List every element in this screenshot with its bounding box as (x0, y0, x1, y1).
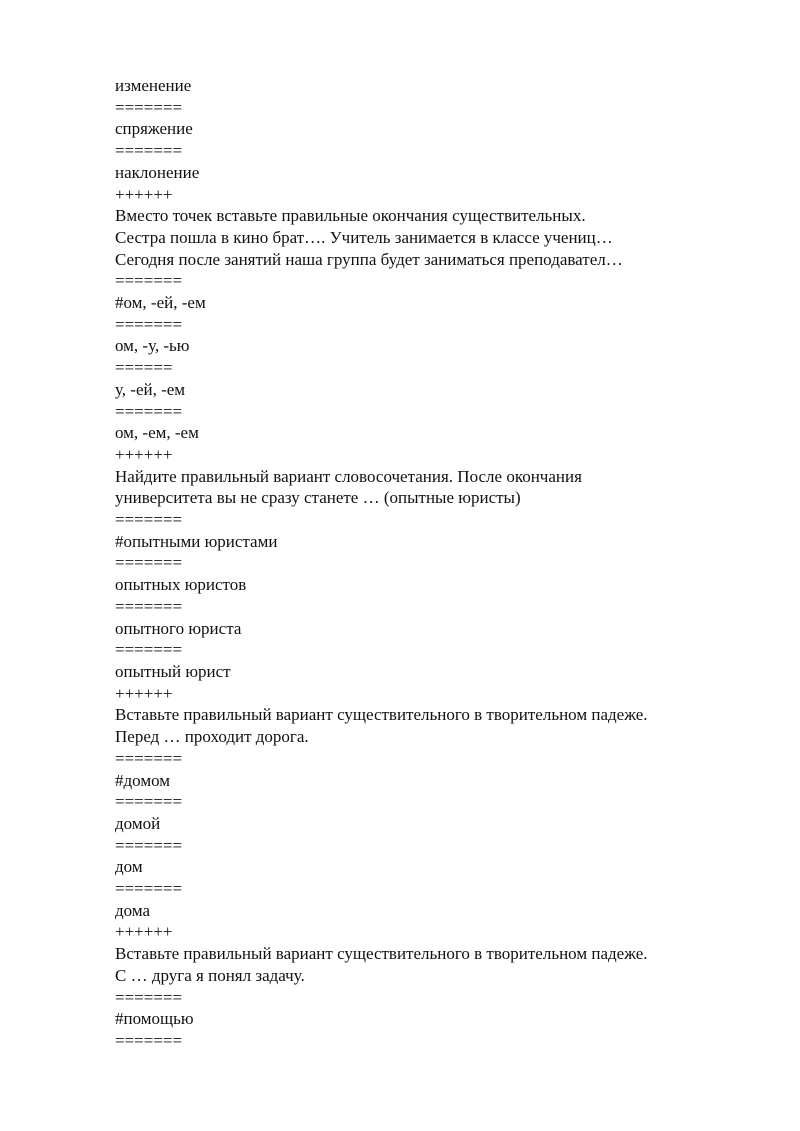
separator-line: ======= (115, 97, 183, 117)
separator-line: ======= (115, 510, 183, 530)
correct-answer: #помощью (115, 1009, 194, 1029)
separator-line: ======= (115, 1030, 183, 1050)
separator-line: ======= (115, 987, 183, 1007)
text-line: наклонение (115, 162, 200, 182)
separator-line: ======= (115, 314, 183, 334)
answer-option: дом (115, 857, 143, 877)
question-text: Вставьте правильный вариант существительного в творительном падеже. (115, 705, 648, 725)
question-text: Вместо точек вставьте правильные окончания существительных. (115, 206, 586, 226)
separator-line: ======= (115, 748, 183, 768)
answer-option: у, -ей, -ем (115, 379, 186, 399)
separator-line: ======= (115, 792, 183, 812)
document-body (115, 75, 755, 1052)
separator-line: ======= (115, 401, 183, 421)
answer-option: ом, -у, -ью (115, 336, 190, 356)
answer-option: ом, -ем, -ем (115, 423, 199, 443)
text-line: спряжение (115, 119, 193, 139)
separator-line: ======= (115, 553, 183, 573)
text-line: изменение (115, 76, 192, 95)
question-text: Найдите правильный вариант словосочетания. После окончания (115, 466, 582, 486)
separator-line: ======= (115, 271, 183, 291)
separator-line: ======= (115, 640, 183, 660)
correct-answer: #опытными юристами (115, 531, 278, 551)
correct-answer: #домом (115, 770, 171, 790)
question-text: Перед … проходит дорога. (115, 727, 309, 747)
correct-answer: #ом, -ей, -ем (115, 293, 206, 313)
question-separator: ++++++ (115, 922, 173, 942)
separator-line: ======= (115, 835, 183, 855)
question-text: С … друга я понял задачу. (115, 965, 305, 985)
separator-line: ======= (115, 141, 183, 161)
question-text: Вставьте правильный вариант существительного в творительном падеже. (115, 944, 648, 964)
separator-line: ======= (115, 596, 183, 616)
question-text: Сестра пошла в кино брат…. Учитель занимается в классе учениц… (115, 227, 613, 247)
answer-option: опытных юристов (115, 575, 247, 595)
separator-line: ======= (115, 879, 183, 899)
question-text: университета вы не сразу станете … (опытные юристы) (115, 488, 521, 508)
answer-option: опытного юриста (115, 618, 242, 638)
question-separator: ++++++ (115, 184, 173, 204)
question-text: Сегодня после занятий наша группа будет заниматься преподавател… (115, 249, 623, 269)
answer-option: опытный юрист (115, 661, 231, 681)
answer-option: дома (115, 900, 151, 920)
question-separator: ++++++ (115, 444, 173, 464)
question-separator: ++++++ (115, 683, 173, 703)
answer-option: домой (115, 813, 161, 833)
separator-line: ====== (115, 358, 173, 378)
